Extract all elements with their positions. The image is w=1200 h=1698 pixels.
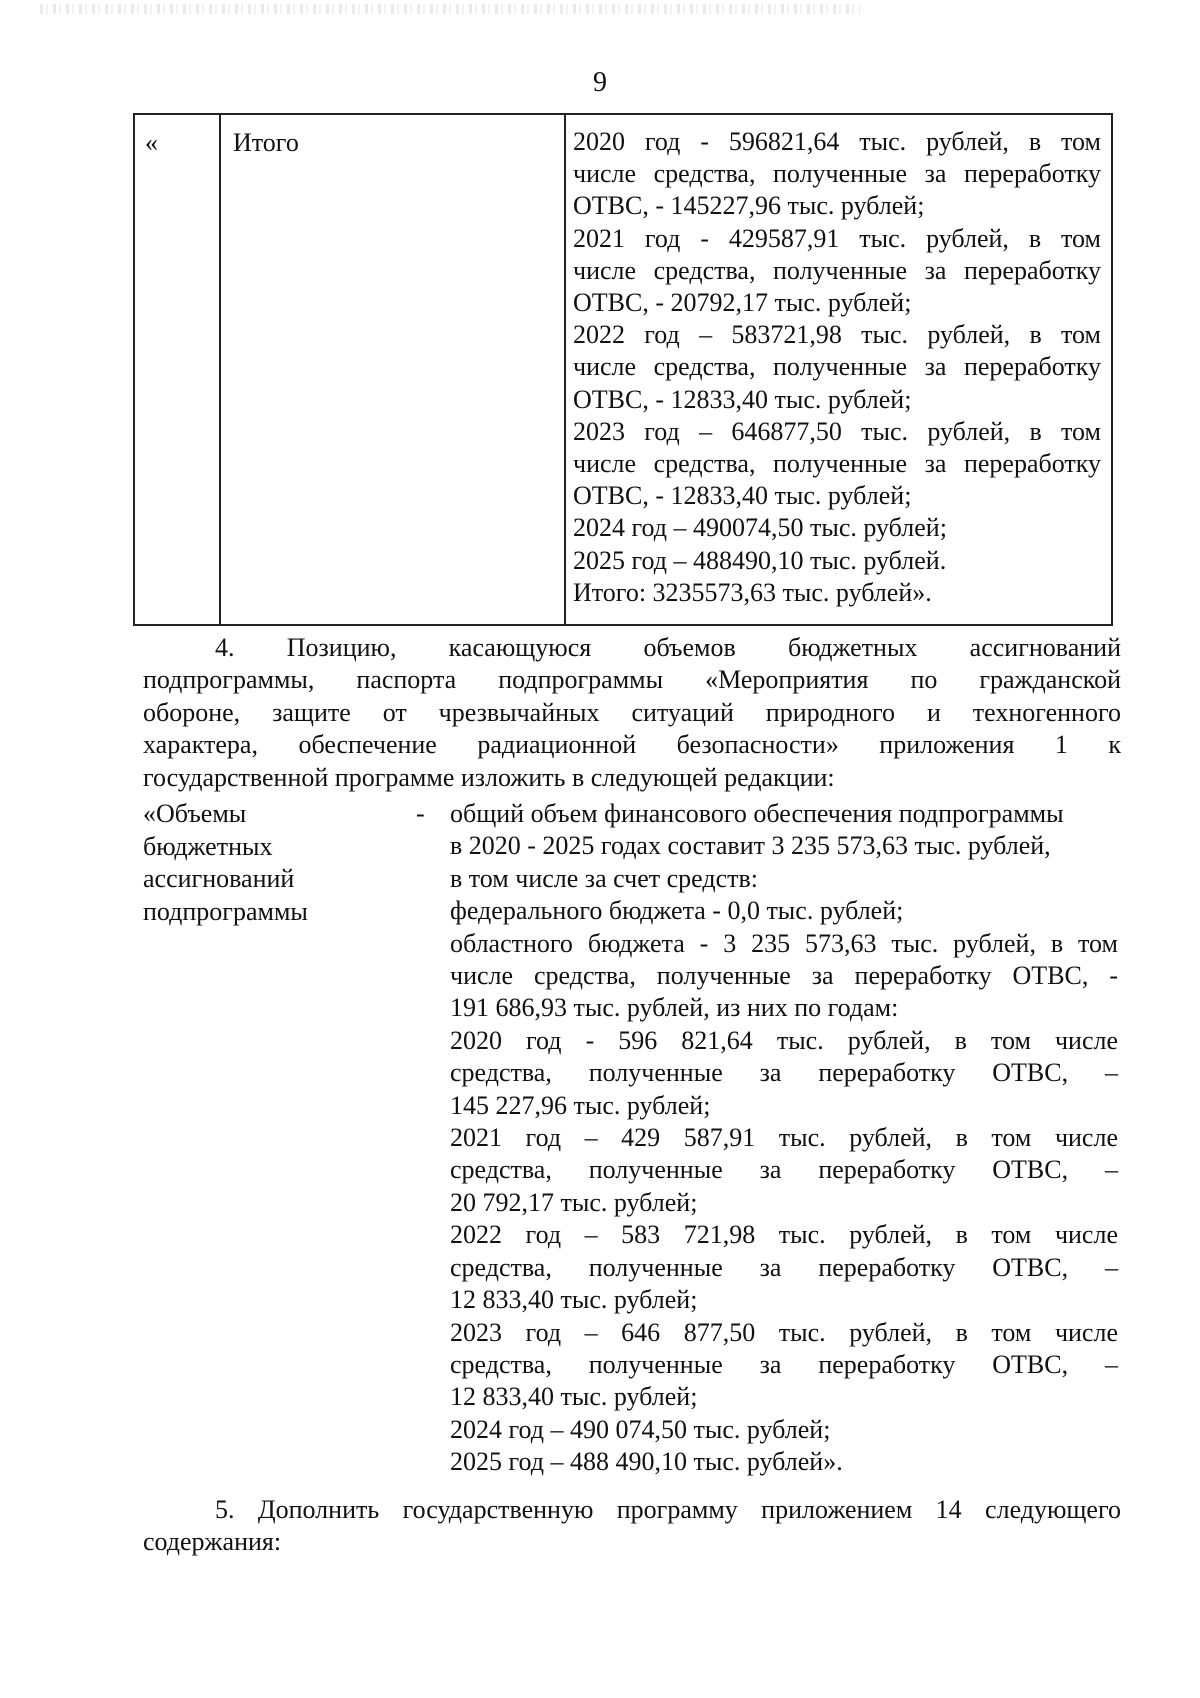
table-line: 2022 год – 583721,98 тыс. рублей, в том [573,320,1101,350]
table-values-cell [573,126,1101,609]
scan-noise-strip [40,4,860,14]
paragraph-line: 4. Позицию, касающуюся объемов бюджетных ассигнований [215,633,1121,662]
volumes-line: 191 686,93 тыс. рублей, из них по годам: [450,993,899,1023]
paragraph-line: 5. Дополнить государственную программу приложением 14 следующего [215,1495,1121,1524]
volumes-label-line: подпрограммы [143,896,308,926]
volumes-line: средства, полученные за переработку ОТВС, – [450,1058,1118,1088]
paragraph-line: характера, обеспечение радиационной безопасности» приложения 1 к [143,730,1121,760]
paragraph-line: подпрограммы, паспорта подпрограммы «Мероприятия по гражданской [143,665,1121,695]
table-border-top [133,113,1113,115]
volumes-line: общий объем финансового обеспечения подпрограммы [450,799,1064,828]
volumes-line: в том числе за счет средств: [450,863,758,893]
totals-table [133,113,1113,626]
volumes-label-line: ассигнований [143,864,295,894]
table-line: ОТВС, - 20792,17 тыс. рублей; [573,288,912,318]
volumes-line: числе средства, полученные за переработку ОТВС, - [450,961,1118,991]
volumes-dash: - [416,799,425,828]
paragraph-4 [143,632,1121,794]
table-line: 2025 год – 488490,10 тыс. рублей. [573,545,947,575]
volumes-line: 2022 год – 583 721,98 тыс. рублей, в том числе [450,1220,1118,1250]
volumes-label-line: «Объемы [143,799,247,828]
volumes-line: средства, полученные за переработку ОТВС, – [450,1252,1118,1282]
table-row-label: Итого [233,128,299,157]
table-line: числе средства, полученные за переработку [573,159,1101,189]
table-quote-mark: « [145,128,158,157]
table-line: числе средства, полученные за переработку [573,449,1101,479]
volumes-line: средства, полученные за переработку ОТВС, – [450,1349,1118,1379]
volumes-body [450,798,1118,1479]
table-line: числе средства, полученные за переработку [573,255,1101,285]
paragraph-line: обороне, защите от чрезвычайных ситуаций природного и техногенного [143,697,1121,727]
paragraph-line: содержания: [143,1527,282,1557]
table-border-bottom [133,624,1113,626]
table-line: ОТВС, - 12833,40 тыс. рублей; [573,481,912,511]
volumes-line: областного бюджета - 3 235 573,63 тыс. рублей, в том [450,928,1118,958]
page-number: 9 [593,67,607,98]
table-line: ОТВС, - 12833,40 тыс. рублей; [573,384,912,414]
table-line: 2020 год - 596821,64 тыс. рублей, в том [573,127,1101,156]
table-divider-2 [564,113,566,626]
table-line: числе средства, полученные за переработку [573,352,1101,382]
volumes-line: федерального бюджета - 0,0 тыс. рублей; [450,896,904,926]
volumes-label-line: бюджетных [143,831,273,861]
volumes-line: 2021 год – 429 587,91 тыс. рублей, в том числе [450,1123,1118,1153]
paragraph-line: государственной программе изложить в следующей редакции: [143,762,835,792]
volumes-line: средства, полученные за переработку ОТВС, – [450,1155,1118,1185]
volumes-line: 2020 год - 596 821,64 тыс. рублей, в том числе [450,1025,1118,1055]
table-line: ОТВС, - 145227,96 тыс. рублей; [573,191,925,221]
volumes-line: 12 833,40 тыс. рублей; [450,1285,698,1315]
paragraph-5 [143,1494,1121,1559]
table-line: 2021 год - 429587,91 тыс. рублей, в том [573,223,1101,253]
volumes-line: 12 833,40 тыс. рублей; [450,1382,698,1412]
table-border-right [1111,113,1113,626]
volumes-line: 20 792,17 тыс. рублей; [450,1187,698,1217]
table-line: 2023 год – 646877,50 тыс. рублей, в том [573,416,1101,446]
volumes-line: 2023 год – 646 877,50 тыс. рублей, в том числе [450,1317,1118,1347]
volumes-line: 2025 год – 488 490,10 тыс. рублей». [450,1447,843,1477]
volumes-label [143,798,308,928]
table-line: 2024 год – 490074,50 тыс. рублей; [573,513,947,543]
volumes-line: 2024 год – 490 074,50 тыс. рублей; [450,1414,831,1444]
volumes-line: в 2020 - 2025 годах составит 3 235 573,63 тыс. рублей, [450,831,1051,861]
table-line: Итого: 3235573,63 тыс. рублей». [573,577,932,607]
table-divider-1 [219,113,221,626]
volumes-line: 145 227,96 тыс. рублей; [450,1090,711,1120]
table-border-left [133,113,135,626]
